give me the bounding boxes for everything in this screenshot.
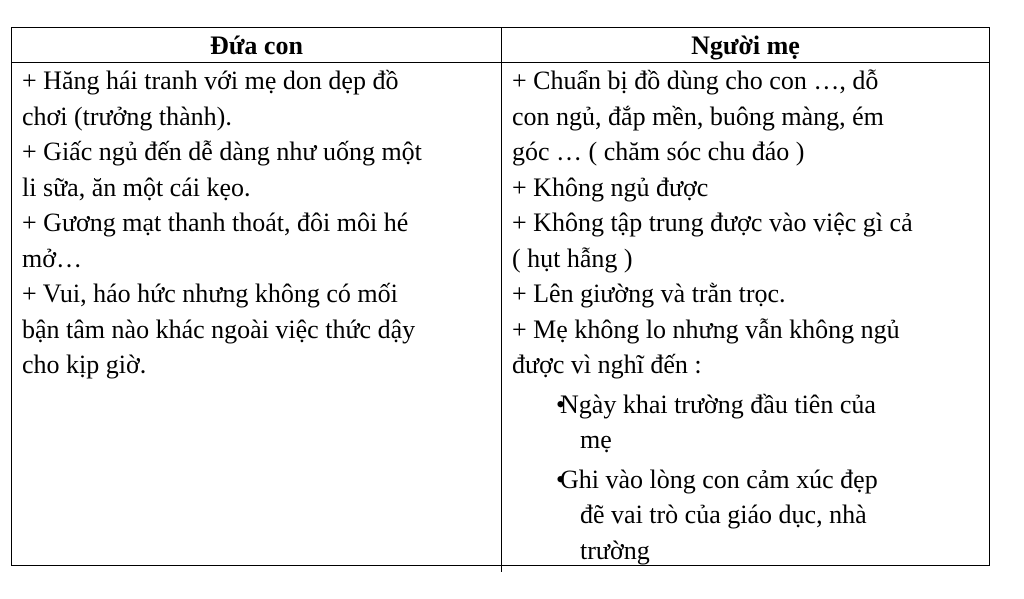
text-line: chơi (trưởng thành). bbox=[22, 101, 232, 131]
text-line: mở… bbox=[22, 243, 82, 273]
text-line: + Không tập trung được vào việc gì cả bbox=[512, 208, 913, 237]
header-dua-con: Đứa con bbox=[12, 28, 502, 63]
text-line: được vì nghĩ đến : bbox=[512, 350, 702, 379]
header-nguoi-me: Người mẹ bbox=[502, 28, 989, 63]
cell-nguoi-me bbox=[502, 63, 989, 572]
text-line: + Lên giường và trằn trọc. bbox=[512, 279, 786, 308]
text-line: + Gương mạt thanh thoát, đôi môi hé bbox=[22, 208, 409, 237]
bullet-text-line: trường bbox=[580, 535, 650, 565]
text-line: con ngủ, đắp mền, buông màng, ém bbox=[512, 101, 884, 131]
text-line: + Mẹ không lo nhưng vẫn không ngủ bbox=[512, 314, 900, 344]
text-line: + Giấc ngủ đến dễ dàng như uống một bbox=[22, 137, 422, 166]
bullet-list bbox=[512, 387, 985, 569]
text-line: + Chuẩn bị đồ dùng cho con …, dỗ bbox=[512, 66, 879, 95]
bullet-text-line: • Ghi vào lòng con cảm xúc đẹp bbox=[560, 464, 878, 494]
bullet-text-line: • Ngày khai trường đầu tiên của bbox=[560, 389, 876, 419]
text-line: + Không ngủ được bbox=[512, 172, 709, 202]
text-line: cho kịp giờ. bbox=[22, 350, 147, 379]
text-line: + Hăng hái tranh với mẹ don dẹp đồ bbox=[22, 66, 399, 95]
text-line: + Vui, háo hức nhưng không có mối bbox=[22, 279, 398, 308]
bullet-item-ngay-khai-truong bbox=[512, 387, 985, 458]
bullet-item-ghi-vao-long-con bbox=[512, 462, 985, 569]
bullet-text-line: mẹ bbox=[580, 425, 612, 454]
text-line: bận tâm nào khác ngoài việc thức dậy bbox=[22, 314, 416, 344]
text-line: li sữa, ăn một cái kẹo. bbox=[22, 172, 251, 202]
text-line: ( hụt hẫng ) bbox=[512, 243, 633, 273]
comparison-table bbox=[11, 27, 990, 566]
bullet-text-line: đẽ vai trò của giáo dục, nhà bbox=[580, 500, 867, 529]
text-line: góc … ( chăm sóc chu đáo ) bbox=[512, 137, 805, 166]
cell-dua-con bbox=[12, 63, 502, 572]
